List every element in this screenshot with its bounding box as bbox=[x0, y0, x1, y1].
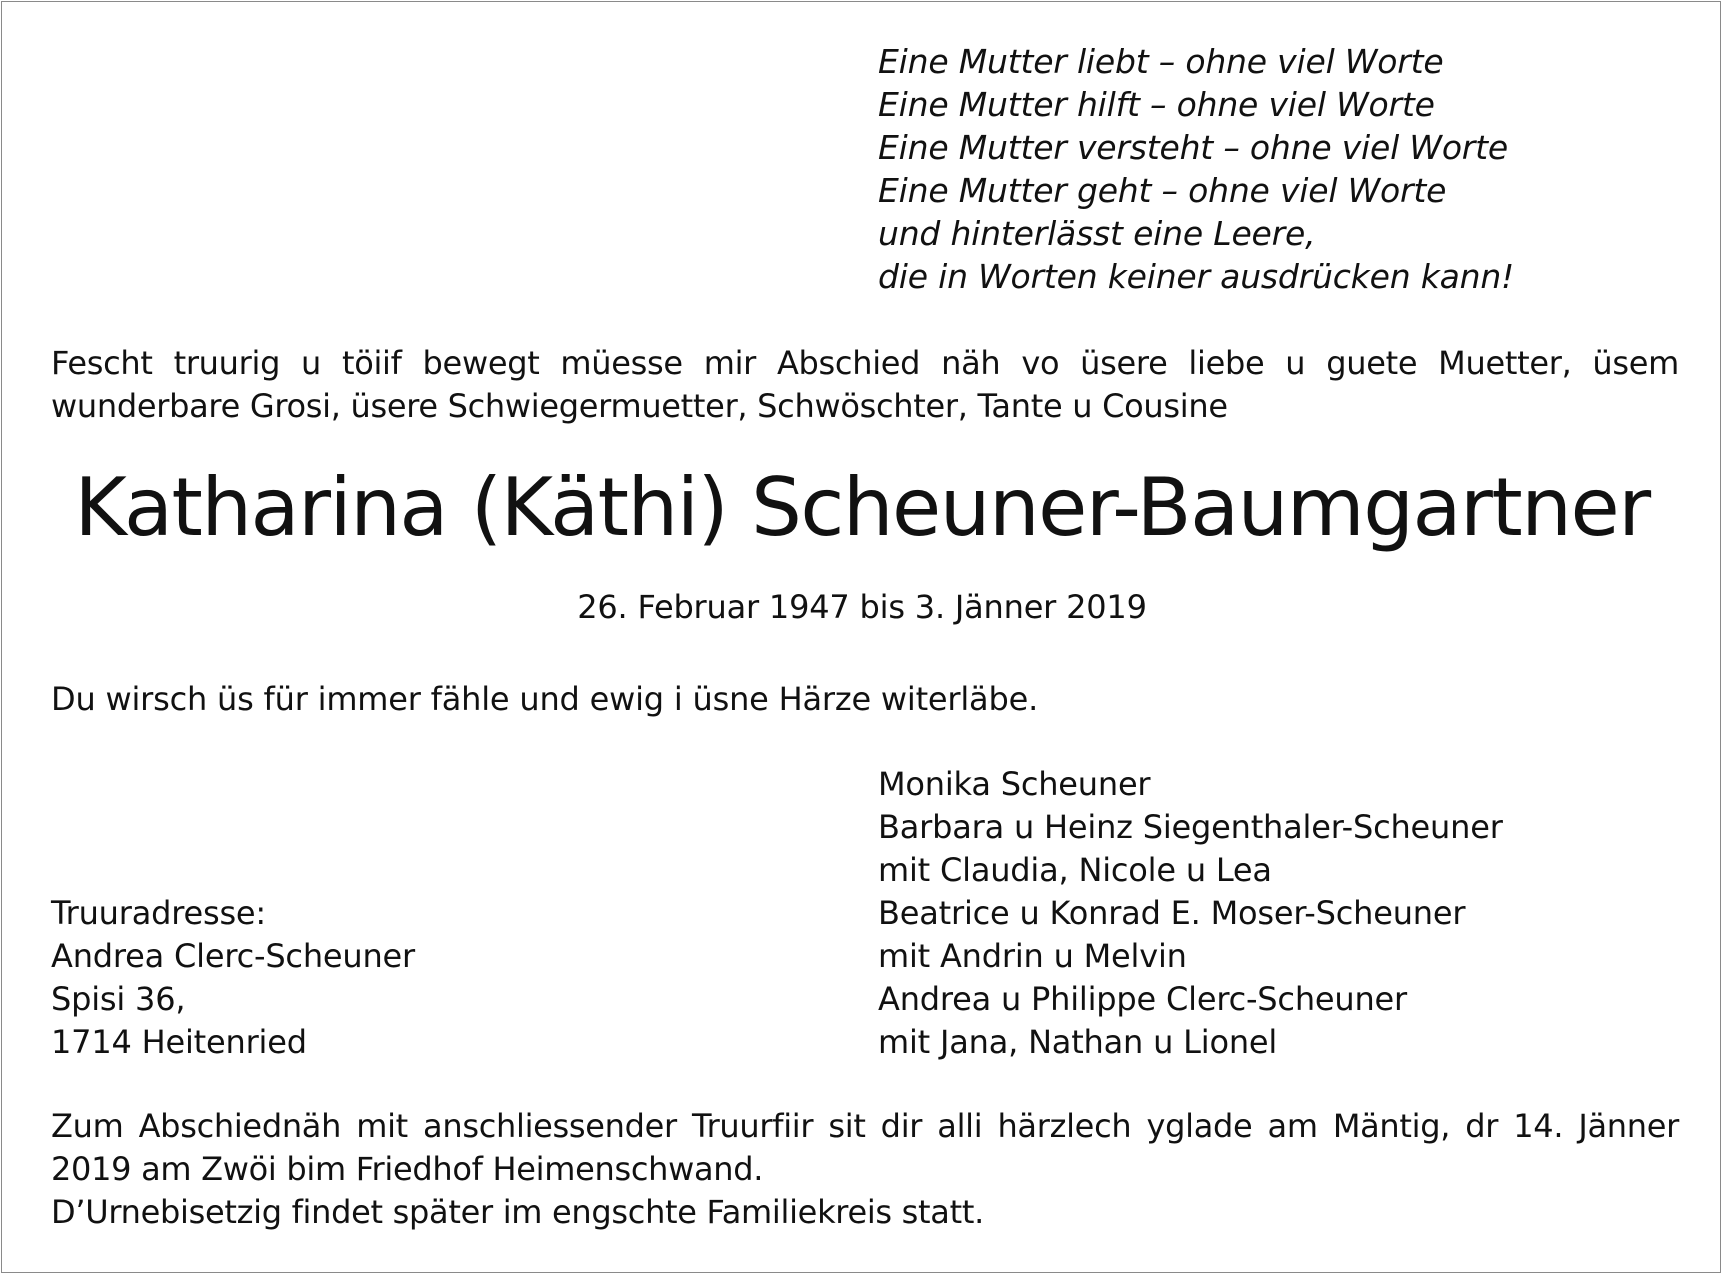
family-line: Monika Scheuner bbox=[878, 765, 1151, 803]
poem bbox=[878, 40, 1698, 298]
ceremony-invitation: Zum Abschiednäh mit anschliessender Truurfiir sit dir alli härzlech yglade am Mäntig, dr 14. Jänner 2019 am Zwöi bim Friedhof Heimenschwand. bbox=[51, 1107, 1679, 1188]
deceased-name: Katharina (Käthi) Scheuner-Baumgartner bbox=[74, 461, 1650, 554]
poem-line: Eine Mutter hilft – ohne viel Worte bbox=[878, 85, 1435, 124]
family-line: Andrea u Philippe Clerc-Scheuner bbox=[878, 980, 1407, 1018]
poem-line: Eine Mutter geht – ohne viel Worte bbox=[878, 171, 1447, 210]
family-line: mit Claudia, Nicole u Lea bbox=[878, 851, 1272, 889]
family-line: Barbara u Heinz Siegenthaler-Scheuner bbox=[878, 808, 1503, 846]
poem-line: und hinterlässt eine Leere, bbox=[878, 214, 1316, 253]
address-city: 1714 Heitenried bbox=[51, 1023, 307, 1061]
family-line: Beatrice u Konrad E. Moser-Scheuner bbox=[878, 894, 1466, 932]
address-name: Andrea Clerc-Scheuner bbox=[51, 937, 416, 975]
address-label: Truuradresse: bbox=[51, 894, 266, 932]
farewell-text: Du wirsch üs für immer fähle und ewig i üsne Härze witerläbe. bbox=[51, 680, 1039, 718]
obituary-notice bbox=[1, 1, 1721, 1273]
family-list bbox=[878, 763, 1503, 1064]
urn-burial-note: D’Urnebisetzig findet später im engschte Familiekreis statt. bbox=[51, 1193, 984, 1231]
ceremony-info bbox=[51, 1105, 1679, 1234]
address-street: Spisi 36, bbox=[51, 980, 186, 1018]
intro-text: Fescht truurig u töiif bewegt müesse mir Abschied näh vo üsere liebe u guete Muetter, üsem wunderbare Grosi, üsere Schwiegermuetter, Schwöschter, Tante u Cousine bbox=[51, 344, 1679, 425]
poem-line: Eine Mutter liebt – ohne viel Worte bbox=[878, 42, 1444, 81]
mourning-address bbox=[51, 892, 415, 1064]
life-dates: 26. Februar 1947 bis 3. Jänner 2019 bbox=[577, 588, 1147, 626]
family-line: mit Jana, Nathan u Lionel bbox=[878, 1023, 1278, 1061]
poem-line: Eine Mutter versteht – ohne viel Worte bbox=[878, 128, 1509, 167]
family-line: mit Andrin u Melvin bbox=[878, 937, 1187, 975]
poem-line: die in Worten keiner ausdrücken kann! bbox=[878, 257, 1515, 296]
